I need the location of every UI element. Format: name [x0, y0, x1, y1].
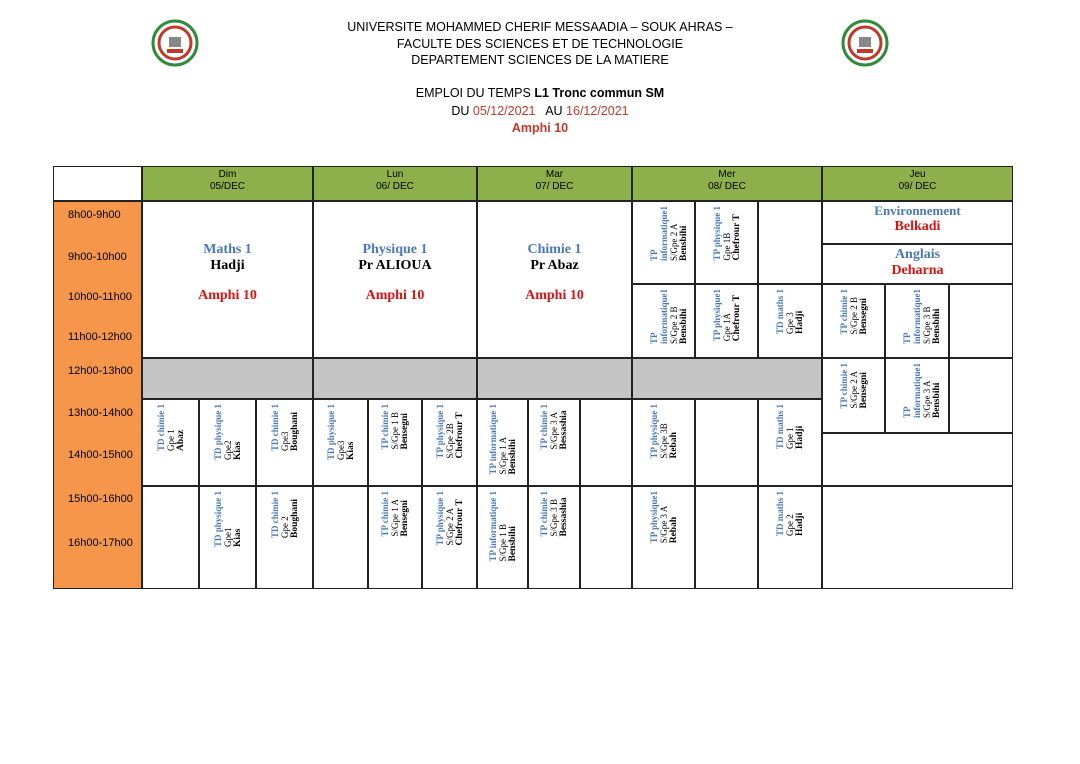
- session-cell: [822, 358, 885, 433]
- day-name: Lun: [386, 169, 404, 180]
- session-name: Boughani: [289, 411, 300, 451]
- session-l2: Gpe3: [279, 431, 290, 451]
- day-date: 08/ DEC: [708, 181, 746, 192]
- session-name: Bensegni: [400, 413, 410, 450]
- session-name: Rebah: [668, 516, 679, 544]
- session-l2: S/Gpe 1 A: [497, 437, 508, 475]
- lecture-block: [477, 201, 632, 358]
- session-cell: [695, 284, 758, 358]
- anglais-teacher: Deharna: [891, 263, 944, 278]
- lecture-subject: Maths 1: [203, 242, 252, 257]
- lecture-block: [313, 201, 477, 358]
- session-text: [539, 404, 569, 450]
- session-l3: S/Gpe 2 B: [668, 306, 679, 344]
- session-l1: TD physique 1: [212, 404, 223, 461]
- session-text: [902, 363, 942, 418]
- session-l2: Gpe 2: [785, 514, 795, 537]
- session-l1: TP chimie 1: [539, 404, 549, 450]
- time-slot-label: 11h00-12h00: [68, 331, 133, 343]
- lecture-subject: Chimie 1: [527, 242, 582, 257]
- session-l1: TP physique 1: [648, 404, 659, 459]
- session-cell: [632, 284, 695, 358]
- day-name: Mer: [718, 169, 736, 180]
- session-cell: [758, 201, 822, 284]
- university-name: UNIVERSITE MOHAMMED CHERIF MESSAADIA – SOUK AHRAS –: [347, 20, 733, 34]
- session-name: Boughani: [289, 498, 300, 538]
- session-l1: TD chimie 1: [269, 404, 280, 451]
- lecture-teacher: Pr ALIOUA: [358, 258, 432, 273]
- session-cell: [528, 399, 580, 486]
- department-name: DEPARTEMENT SCIENCES DE LA MATIERE: [411, 53, 669, 67]
- lecture-block: [142, 201, 313, 358]
- session-text: [839, 289, 869, 335]
- session-text: [326, 404, 356, 460]
- time-slot-label: 10h00-11h00: [68, 291, 133, 303]
- day-date: 05/DEC: [209, 181, 245, 192]
- session-name: Bensegni: [400, 500, 410, 537]
- session-l1: TD physique 1: [325, 404, 336, 461]
- session-l2: Gpe 1B: [721, 232, 732, 261]
- session-l1: TP physique1: [648, 491, 659, 544]
- session-cell: [199, 486, 256, 589]
- session-l1: TP: [902, 406, 912, 418]
- session-cell: [528, 486, 580, 589]
- day-name: Dim: [218, 169, 237, 180]
- session-cell: [885, 284, 949, 358]
- environnement-block: [822, 201, 1013, 244]
- schedule-title: EMPLOI DU TEMPS L1 Tronc commun SM: [415, 86, 665, 100]
- session-cell: [632, 399, 695, 486]
- session-cell: [368, 399, 422, 486]
- lunch-break: [142, 358, 313, 399]
- session-name: Chefrour T: [731, 214, 742, 261]
- session-cell: [695, 201, 758, 284]
- session-l1: TD maths 1: [775, 404, 785, 450]
- schedule-room: Amphi 10: [511, 121, 569, 135]
- session-cell: [758, 284, 822, 358]
- timetable: [53, 166, 1013, 589]
- faculty-name: FACULTE DES SCIENCES ET DE TECHNOLOGIE: [396, 37, 684, 51]
- time-slot-label: 15h00-16h00: [68, 493, 133, 505]
- empty-cell: [822, 433, 1013, 486]
- schedule-dates: DU 05/12/2021 AU 16/12/2021: [451, 104, 629, 118]
- session-l1: TP physique1: [711, 289, 722, 342]
- session-l1: TP chimie 1: [539, 491, 549, 537]
- session-text: [213, 404, 243, 460]
- anglais-block: [822, 244, 1013, 284]
- session-cell: [313, 399, 368, 486]
- day-header: [477, 166, 632, 201]
- session-l1: TD maths 1: [775, 491, 785, 537]
- session-text: [213, 491, 243, 547]
- day-date: 06/ DEC: [376, 181, 414, 192]
- time-slot-label: 12h00-13h00: [68, 365, 133, 377]
- session-name: Kias: [345, 441, 356, 461]
- lecture-room: Amphi 10: [525, 288, 584, 303]
- session-cell: [422, 399, 477, 486]
- session-l2: S/Gpe 1 B: [390, 411, 400, 450]
- session-l2: S/Gpe 2 A: [848, 370, 859, 409]
- day-name: Jeu: [909, 169, 926, 180]
- env-teacher: Belkadi: [894, 219, 941, 234]
- session-cell: [695, 399, 758, 486]
- lunch-break: [632, 358, 822, 399]
- day-header: [822, 166, 1013, 201]
- session-text: [649, 206, 689, 261]
- session-cell: [313, 486, 368, 589]
- session-text: [270, 404, 300, 451]
- session-l2: informatique1: [658, 206, 669, 261]
- session-l2: Gpe 1A: [721, 313, 732, 342]
- session-l3: S/Gpe 3 B: [922, 306, 932, 344]
- session-l1: TP informatique 1: [487, 491, 498, 562]
- session-l2: Gpe 3: [785, 312, 795, 335]
- session-text: [775, 404, 805, 449]
- session-l1: TD chimie 1: [155, 404, 166, 451]
- session-cell: [632, 201, 695, 284]
- session-l2: Gpe3: [335, 440, 346, 461]
- session-l2: informatique1: [912, 289, 922, 344]
- session-name: Bensbihi: [932, 308, 942, 344]
- session-l1: TD physique 1: [212, 491, 223, 548]
- session-text: [380, 404, 410, 450]
- env-subject: Environnement: [874, 203, 961, 218]
- session-name: Bensbihi: [507, 526, 518, 562]
- session-name: Hadji: [795, 310, 805, 335]
- session-name: Bensbihi: [932, 382, 942, 418]
- session-l3: S/Gpe 3 A: [922, 380, 932, 418]
- session-cell: [580, 399, 632, 486]
- session-l2: Gpe2: [222, 440, 233, 461]
- session-name: Bensbihi: [507, 439, 518, 475]
- lecture-room: Amphi 10: [198, 288, 257, 303]
- time-slot-label: 14h00-15h00: [68, 449, 133, 461]
- lunch-break: [313, 358, 477, 399]
- session-name: Bensbihi: [678, 308, 689, 344]
- lecture-teacher: Pr Abaz: [530, 258, 579, 273]
- session-cell: [142, 486, 199, 589]
- session-text: [435, 404, 465, 459]
- session-l2: Gpe 2: [279, 516, 290, 538]
- day-header: [313, 166, 477, 201]
- session-l1: TD maths 1: [775, 289, 785, 335]
- session-l2: Gpe 1: [165, 429, 176, 451]
- session-l1: TP: [648, 332, 659, 344]
- time-slot-label: 16h00-17h00: [68, 537, 133, 549]
- session-text: [156, 404, 186, 451]
- session-name: Abaz: [175, 429, 186, 451]
- session-cell: [632, 486, 695, 589]
- session-l1: TP informatique 1: [487, 404, 498, 475]
- session-cell: [368, 486, 422, 589]
- time-slot-label: 13h00-14h00: [68, 407, 133, 419]
- session-name: Bensegni: [858, 372, 869, 409]
- session-text: [902, 289, 942, 344]
- session-l2: S/Gpe 1 A: [390, 498, 400, 537]
- session-name: Bensegni: [858, 298, 869, 335]
- session-name: Hadji: [795, 425, 805, 450]
- session-l1: TP physique 1: [434, 491, 445, 546]
- session-text: [775, 289, 805, 334]
- session-l2: S/Gpe 3 A: [549, 411, 559, 450]
- session-text: [839, 363, 869, 409]
- session-l2: S/Gpe 3 A: [658, 505, 669, 544]
- time-column: [53, 201, 142, 589]
- empty-cell: [822, 486, 1013, 589]
- session-text: [649, 404, 679, 459]
- session-cell: [422, 486, 477, 589]
- session-cell: [695, 486, 758, 589]
- session-l2: S/Gpe 2B: [444, 423, 455, 459]
- anglais-subject: Anglais: [894, 247, 941, 262]
- session-name: Kias: [232, 441, 243, 461]
- session-l2: S/Gpe 3 B: [549, 498, 559, 537]
- day-name: Mar: [545, 169, 564, 180]
- session-name: Kias: [232, 528, 243, 548]
- session-name: Bessashia: [559, 410, 569, 450]
- session-text: [712, 289, 742, 341]
- session-text: [775, 491, 805, 536]
- session-l2: Gpe 1: [785, 427, 795, 450]
- session-cell: [142, 399, 199, 486]
- session-l1: TP: [902, 332, 912, 344]
- session-text: [380, 491, 410, 537]
- session-l2: Gpe1: [222, 527, 233, 548]
- session-l1: TP chimie 1: [838, 289, 849, 335]
- session-cell: [758, 486, 822, 589]
- session-text: [649, 491, 679, 543]
- day-date: 09/ DEC: [898, 181, 937, 192]
- session-cell: [199, 399, 256, 486]
- lecture-subject: Physique 1: [362, 242, 428, 257]
- corner-cell: [53, 166, 142, 201]
- session-cell: [477, 399, 528, 486]
- day-date: 07/ DEC: [535, 181, 574, 192]
- session-name: Chefrour T: [454, 499, 465, 546]
- day-header: [632, 166, 822, 201]
- session-l1: TP chimie 1: [380, 491, 390, 537]
- session-text: [712, 206, 742, 261]
- session-cell: [256, 399, 313, 486]
- session-l2: informatique1: [658, 289, 669, 344]
- session-name: Bessashia: [559, 497, 569, 537]
- session-l2: S/Gpe 3B: [658, 423, 669, 459]
- session-l1: TP chimie 1: [838, 363, 849, 409]
- session-text: [270, 491, 300, 538]
- session-l1: TP: [648, 249, 659, 261]
- lecture-teacher: Hadji: [210, 258, 245, 273]
- session-l1: TP physique 1: [711, 206, 722, 261]
- session-l1: TD chimie 1: [269, 491, 280, 538]
- session-l2: S/Gpe 2 A: [444, 508, 455, 546]
- session-cell: [885, 358, 949, 433]
- time-slot-label: 9h00-10h00: [68, 251, 127, 263]
- session-name: Bensbihi: [678, 225, 689, 261]
- session-cell: [580, 486, 632, 589]
- time-slot-label: 8h00-9h00: [68, 209, 121, 221]
- session-cell: [949, 284, 1013, 358]
- session-cell: [949, 358, 1013, 433]
- session-l3: S/Gpe 2 A: [668, 223, 679, 261]
- session-cell: [477, 486, 528, 589]
- session-l1: TP physique 1: [434, 404, 445, 459]
- session-name: Rebah: [668, 432, 679, 459]
- session-cell: [758, 399, 822, 486]
- session-l2: S/Gpe 1 B: [497, 524, 508, 562]
- session-name: Hadji: [795, 512, 805, 537]
- session-cell: [256, 486, 313, 589]
- session-name: Chefrour T: [454, 412, 465, 459]
- session-text: [488, 491, 518, 562]
- session-name: Chefrour T: [731, 295, 742, 342]
- session-text: [649, 289, 689, 344]
- day-header: [142, 166, 313, 201]
- session-cell: [822, 284, 885, 358]
- session-text: [539, 491, 569, 537]
- session-text: [435, 491, 465, 546]
- session-l1: TP chimie 1: [380, 404, 390, 450]
- session-l2: informatique1: [912, 363, 922, 418]
- lecture-room: Amphi 10: [365, 288, 425, 303]
- session-text: [488, 404, 518, 475]
- session-l2: S/Gpe 2 B: [848, 296, 859, 335]
- lunch-break: [477, 358, 632, 399]
